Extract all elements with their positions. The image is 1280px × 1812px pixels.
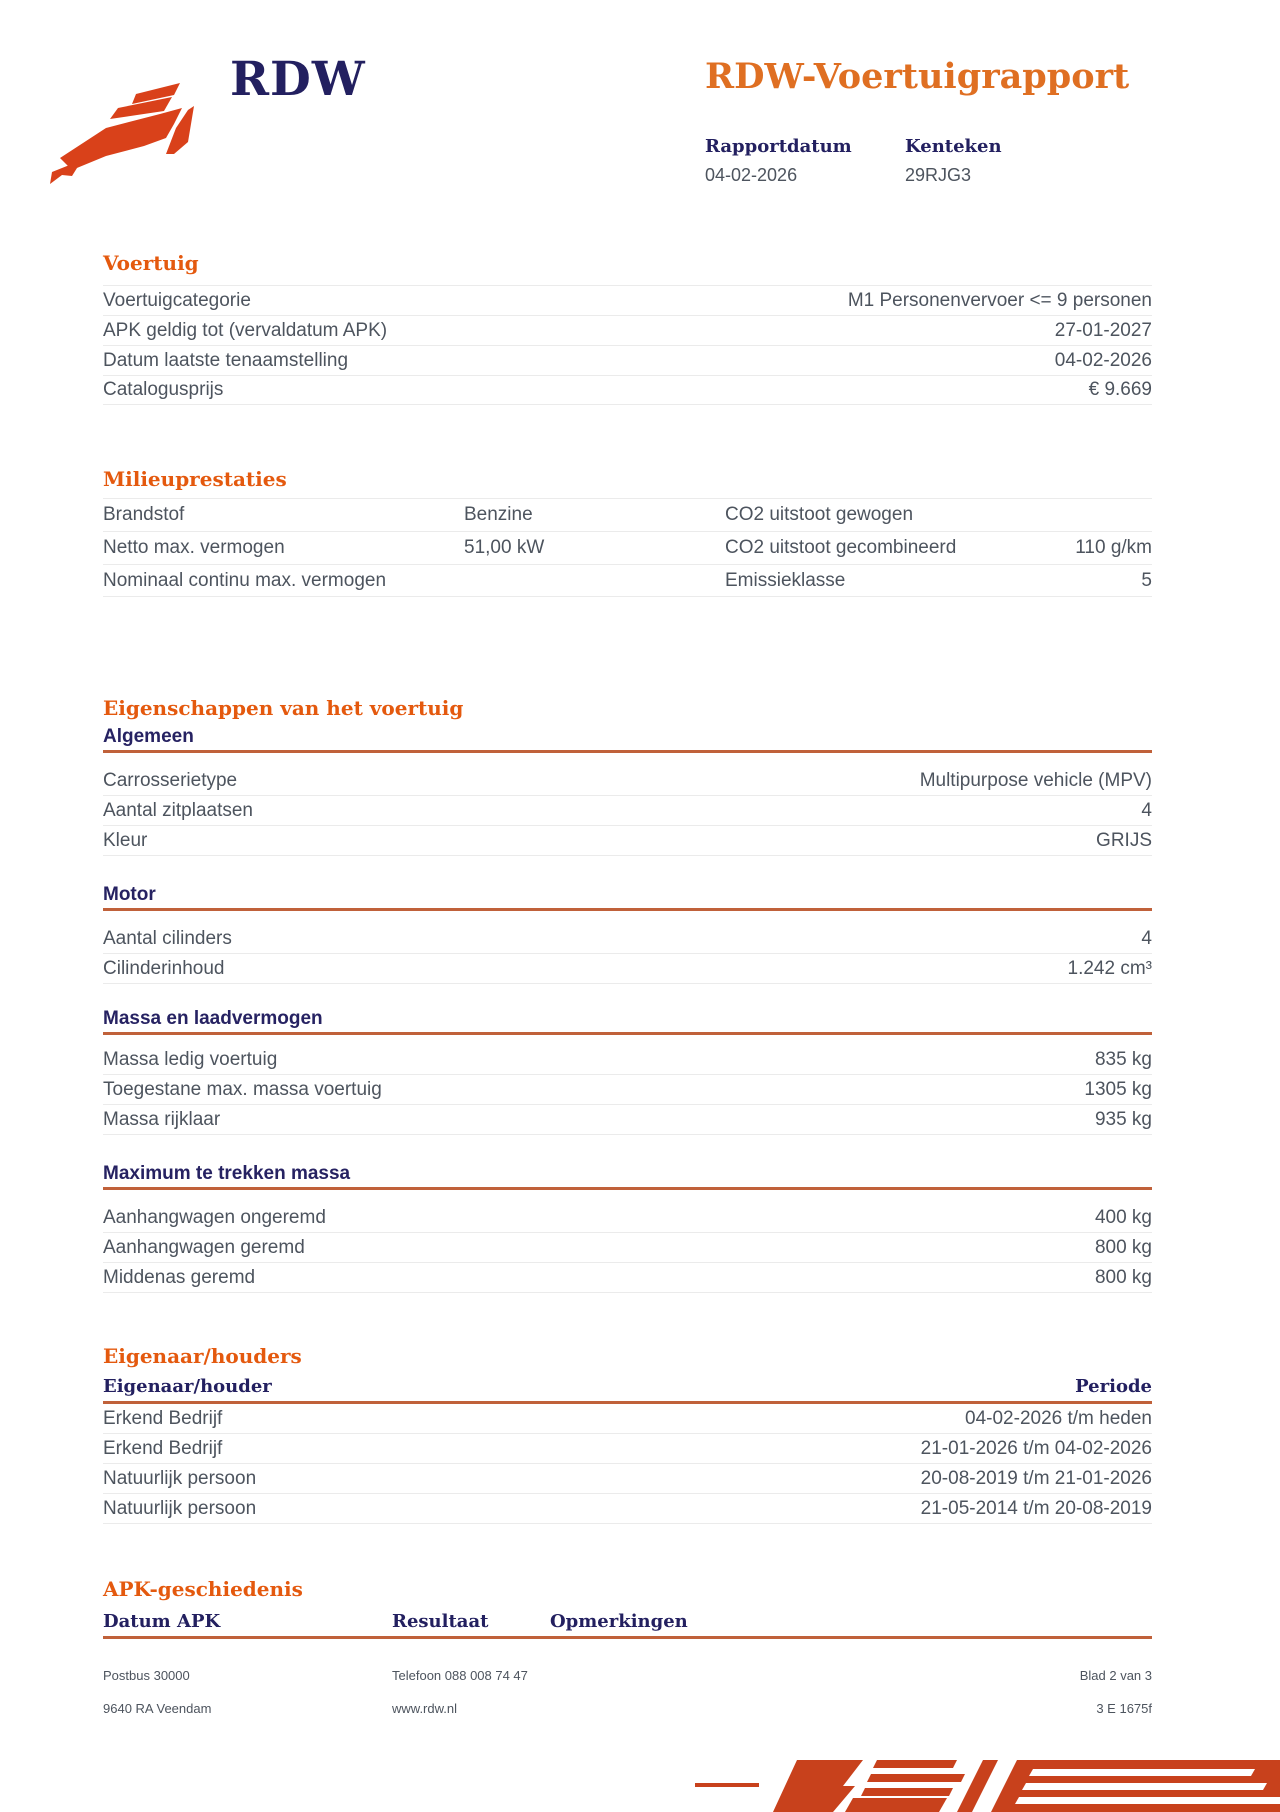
row-label: Massa ledig voertuig [103, 1048, 278, 1070]
row-label: Aantal zitplaatsen [103, 799, 253, 821]
column-header-datum-apk: Datum APK [103, 1611, 221, 1632]
table-row [103, 1233, 1152, 1263]
section-heading-apk: APK-geschiedenis [103, 1577, 303, 1601]
footer-address-line2: 9640 RA Veendam [103, 1701, 212, 1716]
footer-address-line1: Postbus 30000 [103, 1668, 190, 1683]
footer-line-1 [103, 1668, 1152, 1683]
table-row [103, 1105, 1152, 1135]
row-value: Benzine [464, 504, 533, 525]
subsection-title: Maximum te trekken massa [103, 1163, 351, 1184]
voertuig-table [103, 285, 1152, 405]
row-value: 800 kg [1094, 1266, 1152, 1288]
subsection-algemeen [103, 724, 1152, 856]
table-row [103, 375, 1152, 405]
row-value: 27-01-2027 [1054, 319, 1152, 341]
row-label: Datum laatste tenaamstelling [103, 349, 349, 371]
row-value: 1.242 cm³ [1067, 957, 1152, 979]
section-divider [103, 1636, 1152, 1639]
row-value: 935 kg [1094, 1108, 1152, 1130]
row-value: 800 kg [1094, 1236, 1152, 1258]
row-label: CO2 uitstoot gewogen [725, 504, 914, 525]
owner-period: 20-08-2019 t/m 21-01-2026 [920, 1467, 1152, 1489]
row-label: Kleur [103, 829, 148, 851]
page-title: RDW-Voertuigrapport [705, 56, 1130, 97]
owner-type: Natuurlijk persoon [103, 1497, 257, 1519]
table-row [103, 766, 1152, 796]
table-row [103, 954, 1152, 984]
row-value: 04-02-2026 [1054, 349, 1152, 371]
owner-period: 21-01-2026 t/m 04-02-2026 [920, 1437, 1152, 1459]
row-label: Netto max. vermogen [103, 537, 285, 558]
row-value: 51,00 kW [464, 537, 545, 558]
row-label: CO2 uitstoot gecombineerd [725, 537, 957, 558]
section-eigenaar-houders [103, 1343, 1152, 1524]
row-value: GRIJS [1096, 829, 1152, 851]
rdw-logo-text: RDW [230, 52, 366, 107]
column-header-eigenaar: Eigenaar/houder [103, 1376, 272, 1397]
table-row [103, 285, 1152, 315]
row-label: Middenas geremd [103, 1266, 256, 1288]
subsection-title: Massa en laadvermogen [103, 1008, 323, 1029]
row-label: Nominaal continu max. vermogen [103, 569, 387, 591]
row-label: Aanhangwagen geremd [103, 1236, 305, 1258]
section-heading-eigenschappen: Eigenschappen van het voertuig [103, 696, 464, 720]
row-value: 1305 kg [1084, 1078, 1152, 1100]
table-row [103, 796, 1152, 826]
section-heading-voertuig: Voertuig [103, 251, 199, 275]
row-value: € 9.669 [1088, 379, 1152, 400]
table-row [103, 1203, 1152, 1233]
table-row [103, 1434, 1152, 1464]
license-plate-label: Kenteken [905, 136, 1002, 157]
row-label: Toegestane max. massa voertuig [103, 1078, 382, 1100]
row-value: 4 [1141, 799, 1152, 821]
table-row [103, 1494, 1152, 1524]
table-row [103, 315, 1152, 345]
table-row [103, 1464, 1152, 1494]
section-apk-geschiedenis [103, 1576, 1152, 1639]
table-row [103, 1404, 1152, 1434]
column-header-periode: Periode [1075, 1376, 1152, 1397]
section-divider [103, 908, 1152, 911]
footer-website: www.rdw.nl [392, 1701, 458, 1716]
row-label: Aanhangwagen ongeremd [103, 1206, 326, 1228]
section-divider [103, 1187, 1152, 1190]
footer-doc-code: 3 E 1675f [1096, 1701, 1152, 1716]
table-row [103, 1045, 1152, 1075]
section-heading-milieuprestaties: Milieuprestaties [103, 467, 287, 491]
subsection-title: Motor [103, 884, 156, 905]
row-value: 4 [1141, 927, 1152, 949]
owner-type: Natuurlijk persoon [103, 1467, 257, 1489]
table-row [103, 924, 1152, 954]
rdw-wing-logo-icon [48, 80, 220, 186]
row-label: APK geldig tot (vervaldatum APK) [103, 319, 388, 341]
table-row [103, 1263, 1152, 1293]
report-date-value: 04-02-2026 [705, 165, 798, 185]
subsection-maximum-trekken [103, 1161, 1152, 1293]
table-row [103, 531, 1152, 564]
license-plate-value: 29RJG3 [905, 165, 972, 185]
row-value: 110 g/km [1075, 537, 1152, 558]
row-value: 400 kg [1094, 1206, 1152, 1228]
rdw-stripes-graphic-icon [695, 1752, 1280, 1812]
milieuprestaties-table [103, 498, 1152, 597]
section-divider [103, 750, 1152, 753]
subsection-motor [103, 882, 1152, 984]
owner-period: 21-05-2014 t/m 20-08-2019 [920, 1497, 1152, 1519]
footer-page-number: Blad 2 van 3 [1079, 1668, 1152, 1683]
subsection-massa [103, 1006, 1152, 1135]
row-label: Voertuigcategorie [103, 289, 251, 311]
footer-phone: Telefoon 088 008 74 47 [392, 1668, 528, 1683]
row-label: Cilinderinhoud [103, 957, 225, 979]
row-label: Carrosserietype [103, 769, 238, 791]
table-row [103, 1075, 1152, 1105]
owner-type: Erkend Bedrijf [103, 1407, 223, 1429]
row-label: Aantal cilinders [103, 927, 232, 949]
table-row [103, 498, 1152, 531]
owner-period: 04-02-2026 t/m heden [965, 1407, 1152, 1429]
footer-line-2 [103, 1701, 1152, 1716]
column-header-resultaat: Resultaat [392, 1611, 489, 1632]
row-label: Brandstof [103, 504, 185, 525]
table-row [103, 345, 1152, 375]
section-divider [103, 1032, 1152, 1035]
row-label: Catalogusprijs [103, 379, 224, 400]
table-row [103, 826, 1152, 856]
row-value: 5 [1141, 569, 1152, 591]
owner-type: Erkend Bedrijf [103, 1437, 223, 1459]
report-date-label: Rapportdatum [705, 136, 852, 157]
row-value: 835 kg [1094, 1048, 1152, 1070]
row-value: Multipurpose vehicle (MPV) [919, 769, 1152, 791]
subsection-title: Algemeen [103, 726, 194, 747]
row-label: Massa rijklaar [103, 1108, 221, 1130]
row-value: M1 Personenvervoer <= 9 personen [847, 289, 1152, 311]
row-label: Emissieklasse [725, 569, 846, 591]
column-header-opmerkingen: Opmerkingen [550, 1611, 688, 1632]
section-heading-eigenaar: Eigenaar/houders [103, 1344, 302, 1368]
table-row [103, 564, 1152, 597]
